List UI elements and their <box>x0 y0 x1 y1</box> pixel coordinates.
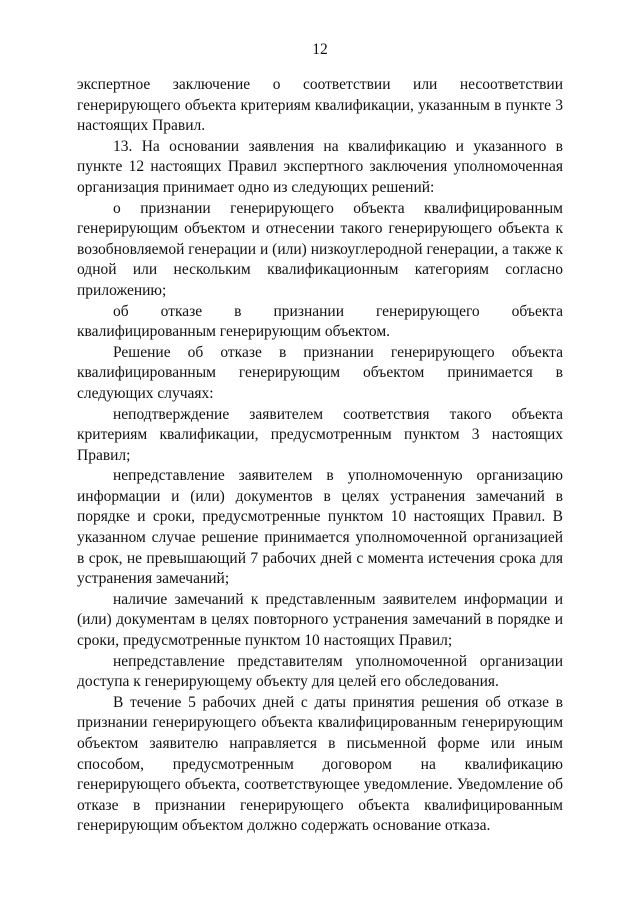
document-body <box>77 75 563 837</box>
paragraph-notification: В течение 5 рабочих дней с даты принятия решения об отказе в признании генерирующего объекта квалифицированным генерирующим объектом заявителю направляется в письменной форме или иным способом, предусмотренным договором на квалификацию генерирующего объекта, соответствующее уведомление. Уведомление об отказе в признании генерирующего объекта квалифицированным генерирующим объектом должно содержать основание отказа. <box>77 693 563 835</box>
paragraph-refusal-cases: Решение об отказе в признании генерирующего объекта квалифицированным генерирующим объектом принимается в следующих случаях: <box>77 343 563 402</box>
paragraph-decision-recognize: о признании генерирующего объекта квалифицированным генерирующим объектом и отнесении такого генерирующего объекта к возобновляемой генерации и (или) низкоуглеродной генерации, а также к одной или нескольким квалификационным категориям согласно приложению; <box>77 199 563 299</box>
paragraph-clause-13: 13. На основании заявления на квалификацию и указанного в пункте 12 настоящих Правил экспертного заключения уполномоченная организация принимает одно из следующих решений: <box>77 137 563 196</box>
paragraph-case-remarks: наличие замечаний к представленным заявителем информации и (или) документам в целях повторного устранения замечаний в порядке и сроки, предусмотренные пунктом 10 настоящих Правил; <box>77 590 563 650</box>
paragraph-expert-conclusion: экспертное заключение о соответствии или несоответствии генерирующего объекта критериям квалификации, указанным в пункте 3 настоящих Правил. <box>77 76 563 135</box>
page-number: 12 <box>312 41 328 58</box>
paragraph-case-nonconfirmation: неподтверждение заявителем соответствия такого объекта критериям квалификации, предусмотренным пунктом 3 настоящих Правил; <box>77 405 563 464</box>
paragraph-case-nonsubmission: непредставление заявителем в уполномоченную организацию информации и (или) документов в целях устранения замечаний в порядке и сроки, предусмотренные пунктом 10 настоящих Правил. В указанном случае решение принимается уполномоченной организацией в срок, не превышающий 7 рабочих дней с момента истечения срока для устранения замечаний; <box>77 467 563 588</box>
paragraph-case-no-access: непредставление представителям уполномоченной организации доступа к генерирующему объекту для целей его обследования. <box>77 652 563 691</box>
paragraph-decision-refuse: об отказе в признании генерирующего объекта квалифицированным генерирующим объектом. <box>77 302 563 341</box>
